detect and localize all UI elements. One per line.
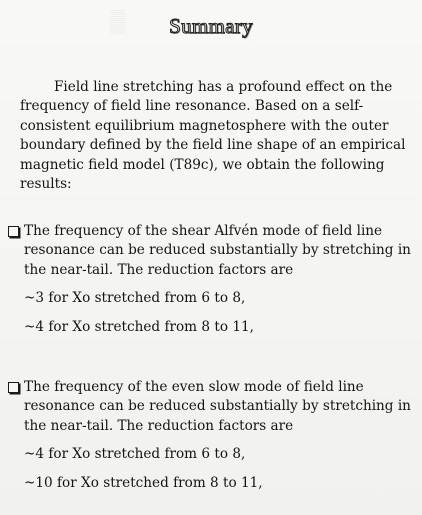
intro-text: Field line stretching has a profound effect on the frequency of field line resonance. Based on a self-consistent equilibrium magnetosphere with the outer boundary defined by the field line shape of an empirical magnetic field model (T89c), we obtain the following results: <box>20 79 406 193</box>
bleed-through-decoration: ▒ <box>110 8 126 33</box>
bullet-item-1 <box>8 222 412 337</box>
intro-paragraph <box>20 78 410 194</box>
reduction-factor: ~3 for Xo stretched from 6 to 8, <box>24 290 246 307</box>
reduction-factor: ~10 for Xo stretched from 8 to 11, <box>24 474 263 491</box>
reduction-factor: ~4 for Xo stretched from 8 to 11, <box>24 318 254 335</box>
bullet-text: The frequency of the shear Alfvén mode of field line resonance can be reduced substantially by stretching in the near-tail. The reduction factors are <box>24 223 411 278</box>
checkbox-bullet-icon <box>8 226 19 237</box>
bullet-text: The frequency of the even slow mode of field line resonance can be reduced substantially by stretching in the near-tail. The reduction factors are <box>24 379 411 434</box>
checkbox-bullet-icon <box>8 382 19 393</box>
slide-title: Summary <box>169 14 253 38</box>
bullet-item-2 <box>8 378 412 493</box>
reduction-factor: ~4 for Xo stretched from 6 to 8, <box>24 446 246 463</box>
